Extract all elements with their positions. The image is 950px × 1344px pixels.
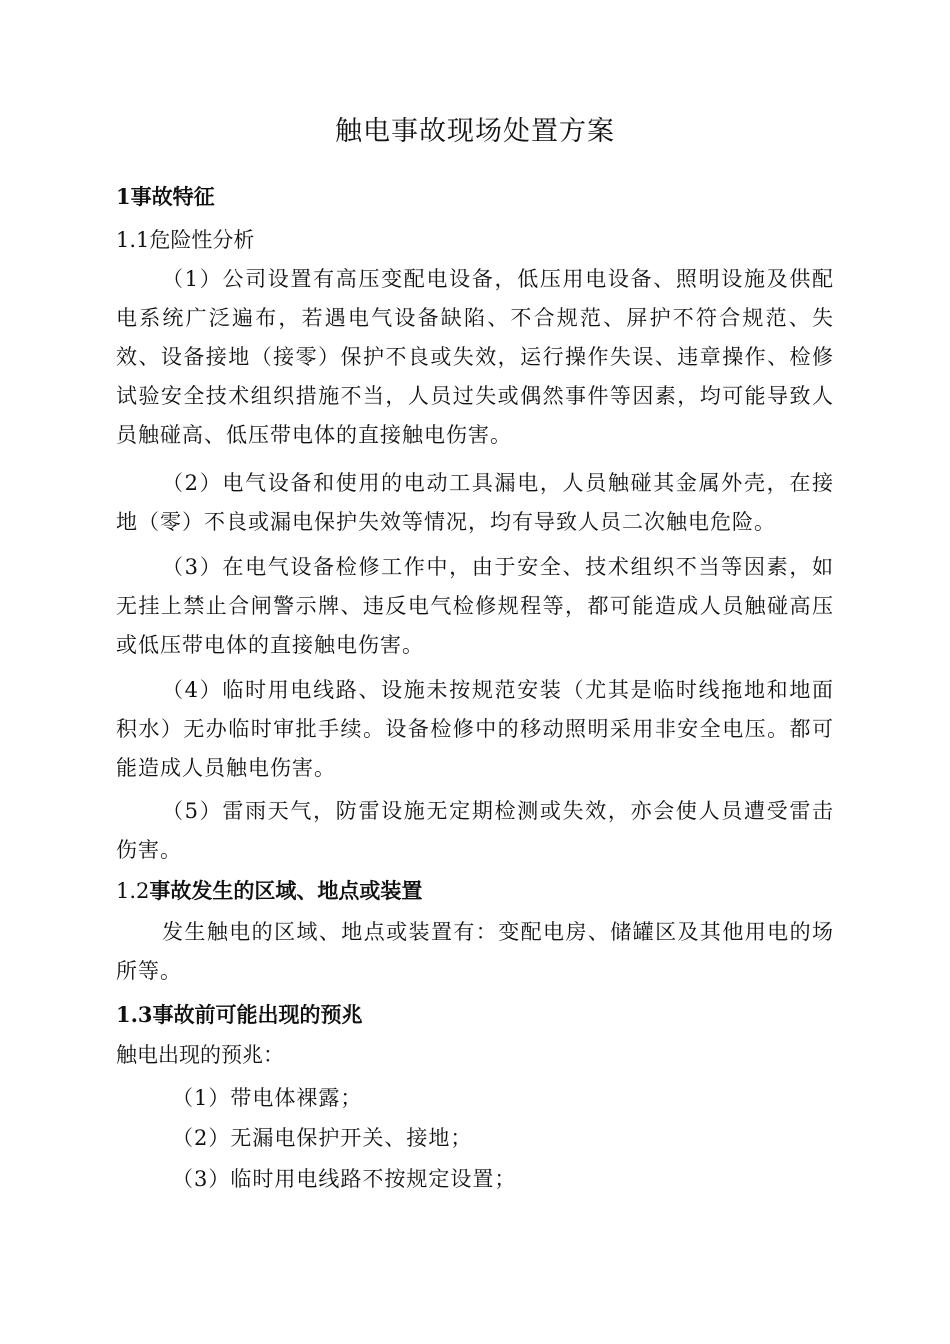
subsection-heading-1-1: 1.1危险性分析 [116, 228, 255, 252]
signs-intro: 触电出现的预兆： [116, 1043, 284, 1067]
paragraph-risk-1: （1）公司设置有高压变配电设备，低压用电设备、照明设施及供配电系统广泛遍布，若遇电气设备缺陷、不合规范、屏护不符合规范、失效、设备接地（接零）保护不良或失效，运行操作失误、违章操作、检修试验安全技术组织措施不当，人员过失或偶然事件等因素，均可能导致人员触碰高、低压带电体的直接触电伤害。 [116, 267, 834, 447]
sign-item-3: （3）临时用电线路不按规定设置； [172, 1167, 517, 1191]
subsection-title-1-2: 事故发生的区域、地点或装置 [149, 878, 423, 903]
sign-item-2: （2）无漏电保护开关、接地； [172, 1126, 473, 1150]
paragraph-risk-3: （3）在电气设备检修工作中，由于安全、技术组织不当等因素，如无挂上禁止合闸警示牌、违反电气检修规程等，都可能造成人员触碰高压或低压带电体的直接触电伤害。 [116, 555, 834, 657]
subsection-heading-1-2 [116, 876, 422, 906]
subsection-heading-1-3: 1.3事故前可能出现的预兆 [116, 1002, 363, 1027]
paragraph-risk-2: （2）电气设备和使用的电动工具漏电，人员触碰其金属外壳，在接地（零）不良或漏电保护失效等情况，均有导致人员二次触电危险。 [116, 471, 834, 534]
page-title: 触电事故现场处置方案 [335, 116, 615, 147]
subsection-number-1-2: 1.2 [116, 879, 150, 903]
paragraph-area: 发生触电的区域、地点或装置有：变配电房、储罐区及其他用电的场所等。 [116, 920, 834, 983]
section-heading-1: 1事故特征 [116, 184, 215, 209]
paragraph-risk-5: （5）雷雨天气，防雷设施无定期检测或失效，亦会使人员遭受雷击伤害。 [116, 799, 834, 862]
paragraph-risk-4: （4）临时用电线路、设施未按规范安装（尤其是临时线拖地和地面积水）无办临时审批手续。设备检修中的移动照明采用非安全电压。都可能造成人员触电伤害。 [116, 678, 834, 780]
sign-item-1: （1）带电体裸露； [172, 1086, 363, 1110]
